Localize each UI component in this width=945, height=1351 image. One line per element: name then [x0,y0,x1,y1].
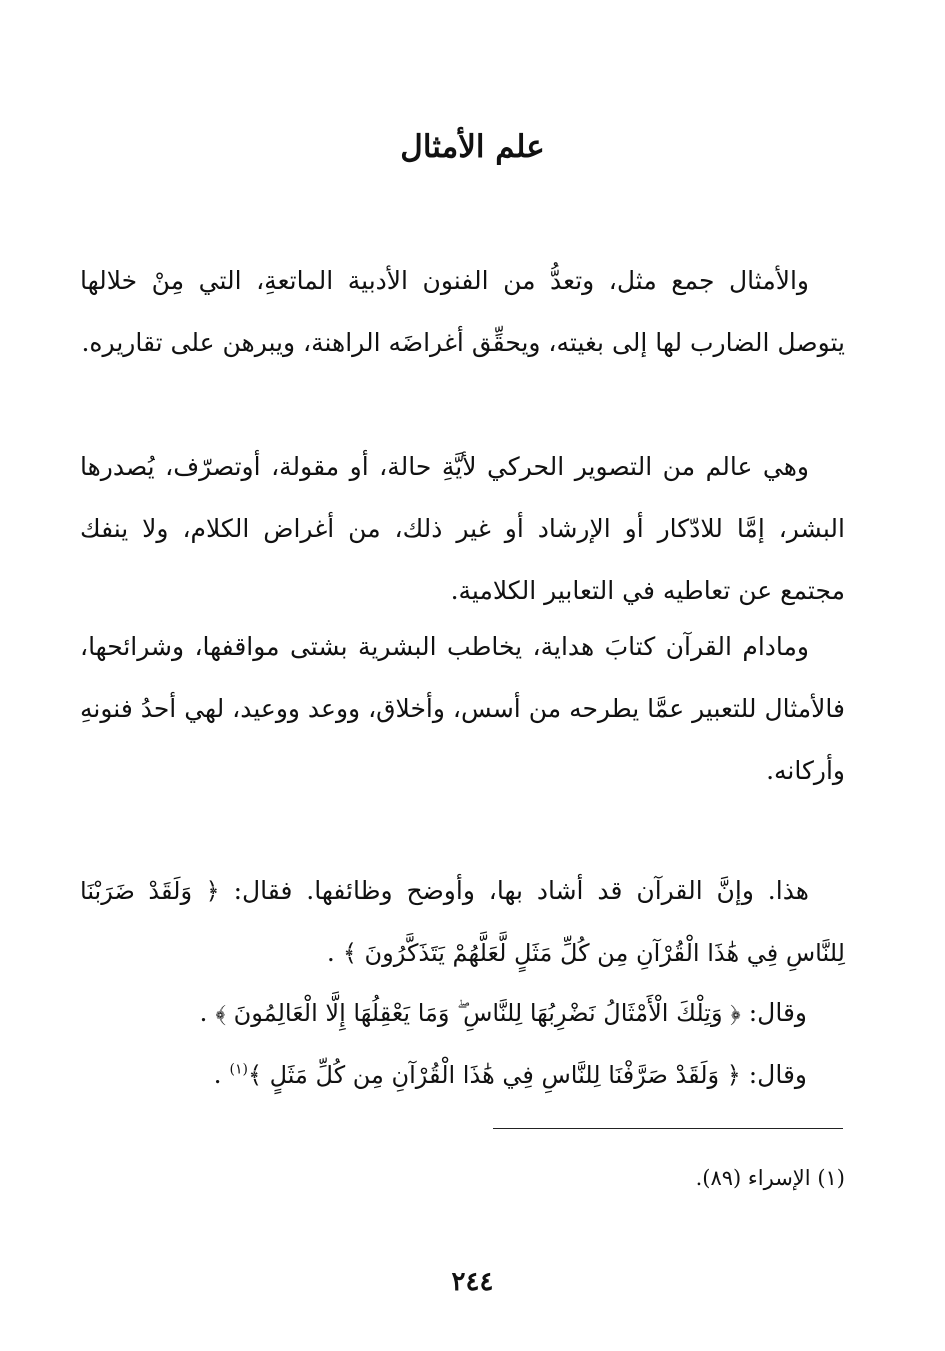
verse-3-end: . [213,1060,230,1089]
intro-text: هذا. وإنَّ القرآن قد أشاد بها، وأوضح وظائفها. فقال: [219,876,809,905]
paragraph-1 [80,250,845,374]
paragraph-text: وهي عالم من التصوير الحركي لأيَّةِ حالة، أو مقولة، أوتصرّف، يُصدرها البشر، إمَّا للادّكار أو الإرشاد أو غير ذلك، من أغراض الكلام، ولا ينفك مجتمع عن تعاطيه في التعابير الكلامية. [80,452,845,605]
said-label: وقال: [740,1060,807,1089]
page-title: علم الأمثال [400,129,545,165]
quran-line-3 [107,1044,807,1106]
quran-paragraph [80,860,845,984]
footnote [145,1160,845,1196]
verse-2-end: . [199,998,216,1027]
verse-1-end: . [326,938,343,967]
quran-verse-1: ﴿ وَلَقَدْ ضَرَبْنَا لِلنَّاسِ فِي هَٰذَا الْقُرْآنِ مِن كُلِّ مَثَلٍ لَّعَلَّهُمْ يَتَذَكَّرُونَ ﴾ [80,877,845,967]
footnote-text: الإسراء (٨٩). [695,1166,811,1190]
footnote-number: (١) [817,1166,845,1190]
paragraph-2 [80,436,845,622]
paragraph-text: والأمثال جمع مثل، وتعدُّ من الفنون الأدبية الماتعةِ، التي مِنْ خلالها يتوصل الضارب لها إلى بغيته، ويحقِّق أغراضَه الراهنة، ويبرهن على تقاريره. [80,266,845,357]
quran-paragraph-text [80,860,845,984]
page-number: ٢٤٤ [451,1267,494,1297]
paragraph-3 [80,616,845,802]
footnote-divider [493,1128,843,1129]
said-label: وقال: [740,998,807,1027]
footnote-reference[interactable]: (١) [229,1061,248,1078]
quran-verse-2: ﴿ وَتِلْكَ الْأَمْثَالُ نَضْرِبُهَا لِلنَّاسِ ۖ وَمَا يَعْقِلُهَا إِلَّا الْعَالِمُونَ ﴾ [215,999,741,1027]
paragraph-text: ومادام القرآن كتابَ هداية، يخاطب البشرية بشتى مواقفها، وشرائحها، فالأمثال للتعبير عمَّا يطرحه من أسس، وأخلاق، ووعد ووعيد، لهي أحدُ فنونهِ وأركانه. [80,632,845,785]
quran-line-2 [107,982,807,1044]
quran-verse-3: ﴿ وَلَقَدْ صَرَّفْنَا لِلنَّاسِ فِي هَٰذَا الْقُرْآنِ مِن كُلِّ مَثَلٍ ﴾ [247,1061,741,1089]
